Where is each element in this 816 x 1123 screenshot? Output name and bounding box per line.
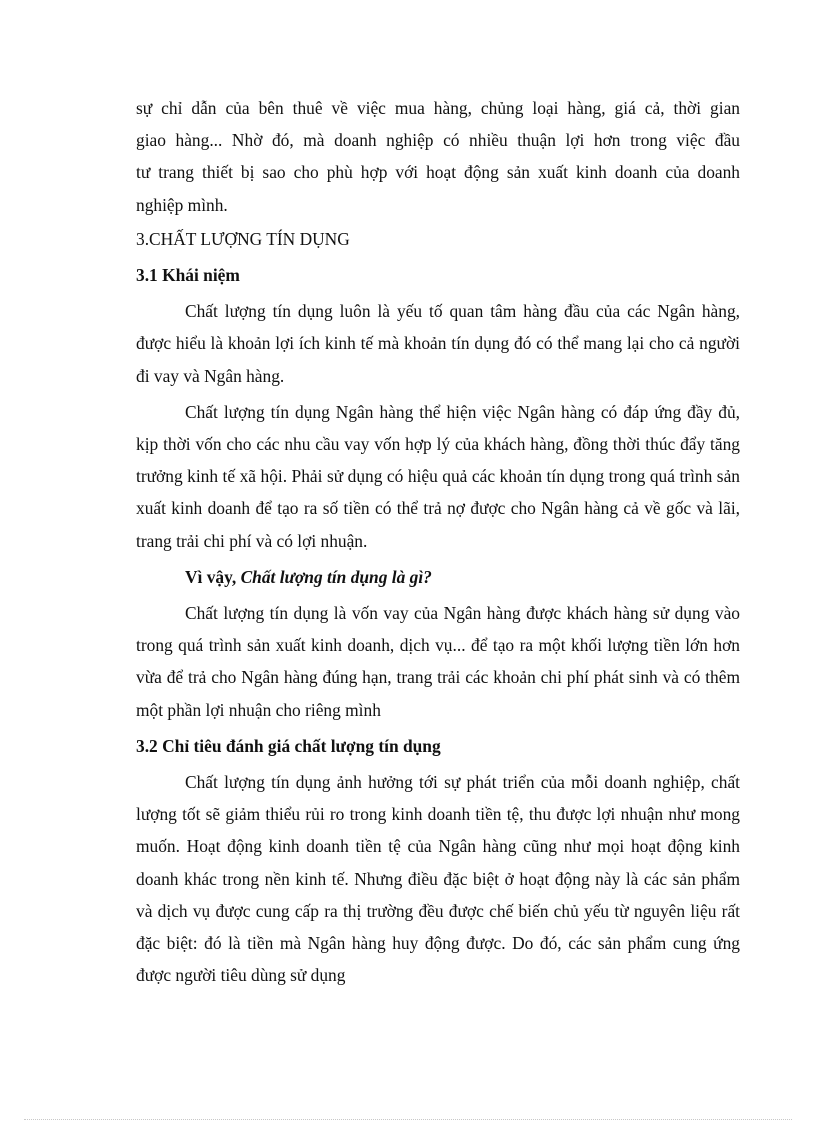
section-title: 3.CHẤT LƯỢNG TÍN DỤNG xyxy=(136,228,350,249)
subsection-3-2-title: 3.2 Chỉ tiêu đánh giá chất lượng tín dụng xyxy=(136,735,441,756)
intro-line-4: nghiệp mình. xyxy=(136,194,228,215)
intro-line-3: tư trang thiết bị sao cho phù hợp với hoạt động sản xuất kinh doanh của doanh xyxy=(136,162,740,183)
question-prefix: Vì vậy, xyxy=(185,566,241,587)
paragraph-definition-intro: Chất lượng tín dụng luôn là yếu tố quan tâm hàng đầu của các Ngân hàng, được hiểu là khoản lợi ích kinh tế mà khoản tín dụng đó có thể mang lại cho cả người đi vay và Ngân hàng. xyxy=(136,301,740,386)
question-italic: Chất lượng tín dụng là gì? xyxy=(240,566,432,587)
intro-line-2: giao hàng... Nhờ đó, mà doanh nghiệp có nhiều thuận lợi hơn trong việc đầu xyxy=(136,130,740,151)
document-body xyxy=(136,92,740,991)
subsection-3-1-title: 3.1 Khái niệm xyxy=(136,265,240,286)
intro-line-1: sự chỉ dẫn của bên thuê về việc mua hàng, chủng loại hàng, giá cả, thời gian xyxy=(136,98,740,118)
page-bottom-divider xyxy=(24,1119,792,1120)
paragraph-definition: Chất lượng tín dụng là vốn vay của Ngân hàng được khách hàng sử dụng vào trong quá trình sản xuất kinh doanh, dịch vụ... để tạo ra một khối lượng tiền lớn hơn vừa để trả cho Ngân hàng đúng hạn, trang trải các khoản chi phí phát sinh và có thêm một phần lợi nhuận cho riêng mình xyxy=(136,603,740,720)
question-line xyxy=(185,561,740,593)
paragraph-bank-credit-quality: Chất lượng tín dụng Ngân hàng thể hiện việc Ngân hàng có đáp ứng đầy đủ, kịp thời vốn cho các nhu cầu vay vốn hợp lý của khách hàng, đồng thời thúc đẩy tăng trưởng kinh tế xã hội. Phải sử dụng có hiệu quả các khoản tín dụng trong quá trình sản xuất kinh doanh để tạo ra số tiền có thể trả nợ được cho Ngân hàng cả về gốc và lãi, trang trải chi phí và có lợi nhuận. xyxy=(136,401,740,551)
paragraph-evaluation-criteria: Chất lượng tín dụng ảnh hưởng tới sự phát triển của mỗi doanh nghiệp, chất lượng tốt sẽ giảm thiểu rủi ro trong kinh doanh tiền tệ, thu được lợi nhuận như mong muốn. Hoạt động kinh doanh tiền tệ của Ngân hàng cũng như mọi hoạt động kinh doanh khác trong nền kinh tế. Nhưng điều đặc biệt ở hoạt động này là các sản phẩm và dịch vụ được cung cấp ra thị trường đều được chế biến chủ yếu từ nguyên liệu rất đặc biệt: đó là tiền mà Ngân hàng huy động được. Do đó, các sản phẩm cung ứng được người tiêu dùng sử dụng xyxy=(136,772,740,986)
